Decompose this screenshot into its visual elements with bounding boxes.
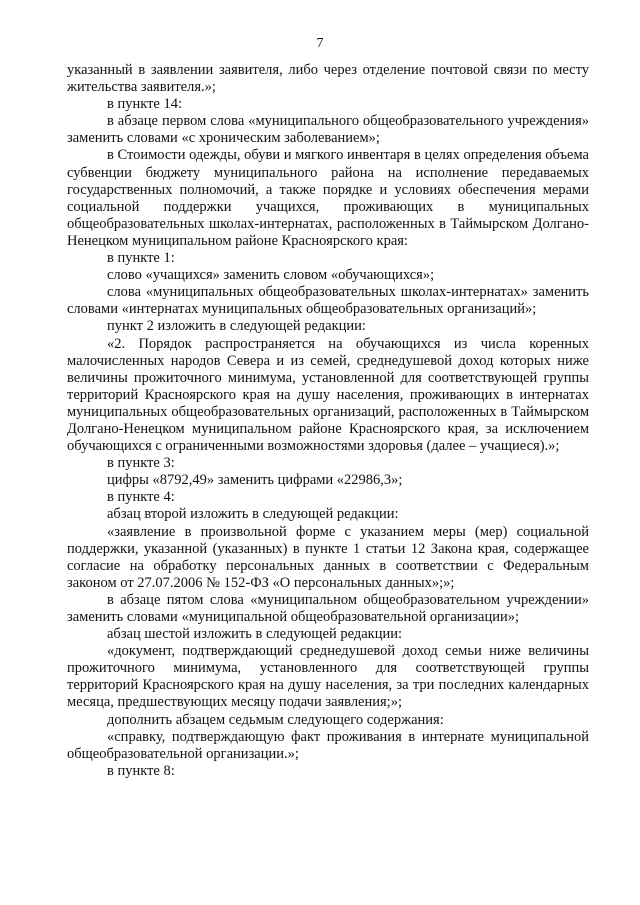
paragraph: «2. Порядок распространяется на обучающихся из числа коренных малочисленных народов Севера и из семей, среднедушевой доход которых ниже величины прожиточного минимума, установленной для соответствующей группы территорий Красноярского края на душу населения, проживающих в интернатах муниципальных общеобразовательных организаций, расположенных в Таймырском Долгано-Ненецком муниципальном районе Красноярского края, за исключением обучающихся с ограниченными возможностями здоровья (далее – учащиеся).»; xyxy=(67,335,589,455)
page-number: 7 xyxy=(316,36,324,51)
paragraph: в пункте 8: xyxy=(107,762,175,779)
paragraph: в пункте 3: xyxy=(107,455,175,472)
paragraph: в абзаце первом слова «муниципального общеобразовательного учреждения» заменить словами «с хроническим заболеванием»; xyxy=(67,113,589,147)
paragraph: указанный в заявлении заявителя, либо через отделение почтовой связи по месту жительства заявителя.»; xyxy=(67,62,589,96)
paragraph: слово «учащихся» заменить словом «обучающихся»; xyxy=(107,267,435,284)
paragraph: пункт 2 изложить в следующей редакции: xyxy=(107,318,366,335)
paragraph: абзац второй изложить в следующей редакции: xyxy=(107,506,399,523)
paragraph: в абзаце пятом слова «муниципальном общеобразовательном учреждении» заменить словами «муниципальной общеобразовательной организации»; xyxy=(67,591,589,625)
paragraph: цифры «8792,49» заменить цифрами «22986,3»; xyxy=(107,472,403,489)
paragraph: «заявление в произвольной форме с указанием меры (мер) социальной поддержки, указанной (указанных) в пункте 1 статьи 12 Закона края, содержащее согласие на обработку персональных данных в соответствии с Федеральным законом от 27.07.2006 № 152-ФЗ «О персональных данных»;»; xyxy=(67,523,589,591)
paragraph: в пункте 4: xyxy=(107,489,175,506)
paragraph: «документ, подтверждающий среднедушевой доход семьи ниже величины прожиточного минимума, установленного для соответствующей группы территорий Красноярского края на душу населения, за три последних календарных месяца, предшествующих месяцу подачи заявления;»; xyxy=(67,643,589,711)
paragraph: в Стоимости одежды, обуви и мягкого инвентаря в целях определения объема субвенции бюджету муниципального района на исполнение передаваемых государственных полномочий, а также порядке и условиях обеспечения мерами социальной поддержки учащихся, проживающих в муниципальных общеобразовательных школах-интернатах, расположенных в Таймырском Долгано-Ненецком муниципальном районе Красноярского края: xyxy=(67,147,589,249)
paragraph: слова «муниципальных общеобразовательных школах-интернатах» заменить словами «интернатах муниципальных общеобразовательных организаций»; xyxy=(67,284,589,318)
paragraph: в пункте 14: xyxy=(107,96,183,113)
paragraph: «справку, подтверждающую факт проживания в интернате муниципальной общеобразовательной организации.»; xyxy=(67,728,589,762)
document-body xyxy=(67,62,589,780)
paragraph: дополнить абзацем седьмым следующего содержания: xyxy=(107,711,444,728)
paragraph: в пункте 1: xyxy=(107,250,175,267)
paragraph: абзац шестой изложить в следующей редакции: xyxy=(107,626,402,643)
